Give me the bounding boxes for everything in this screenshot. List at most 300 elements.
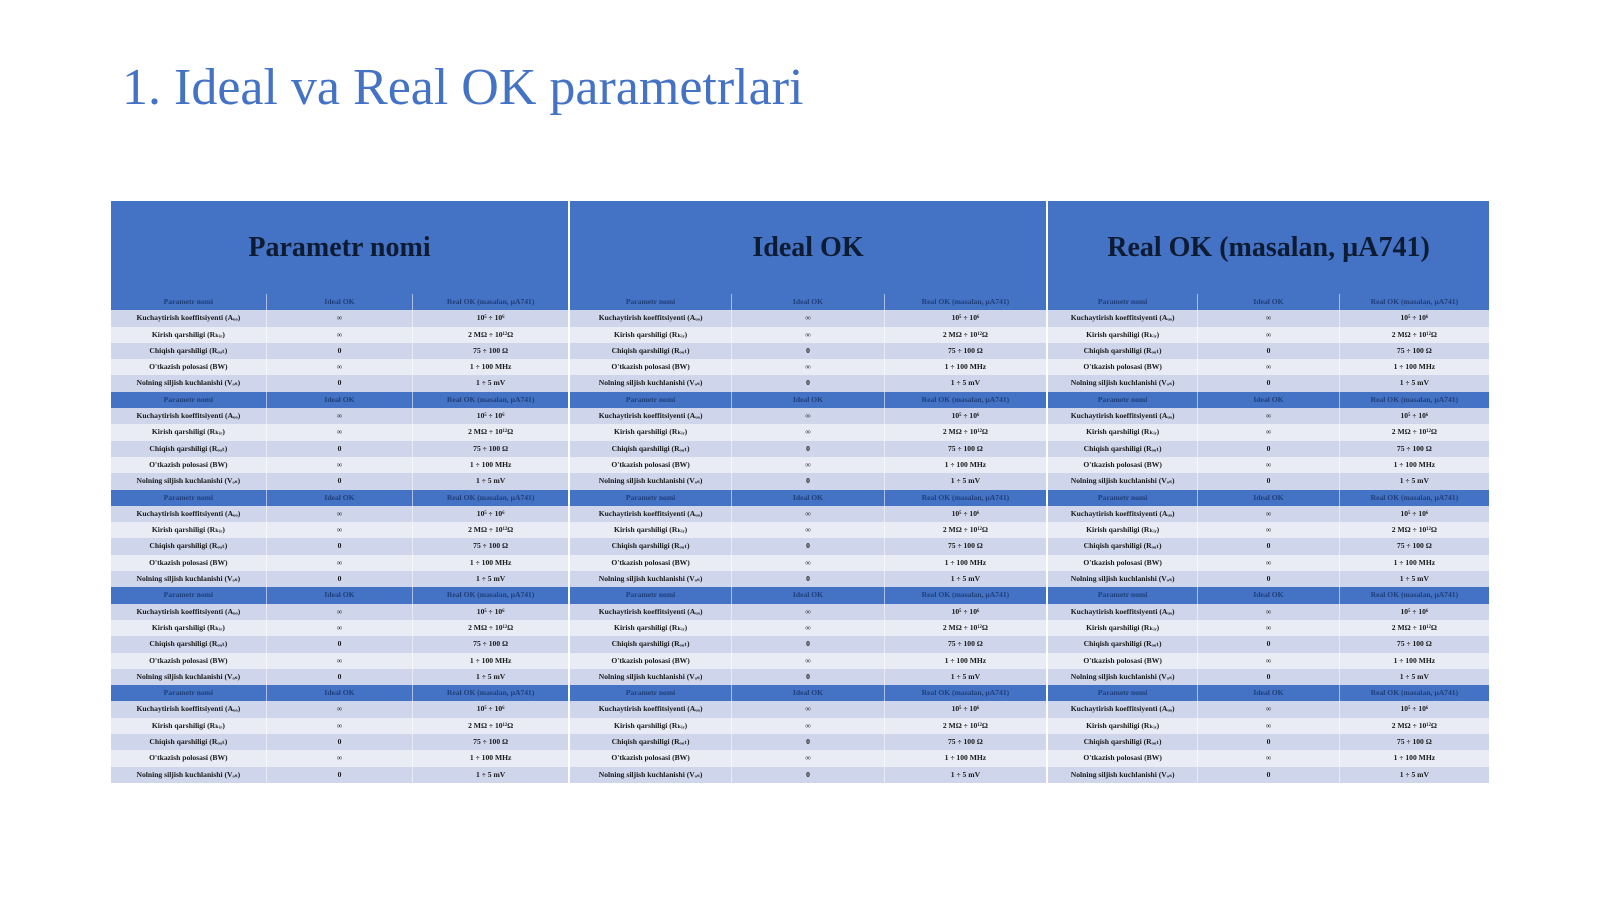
table-cell: 1 ÷ 100 MHz bbox=[1339, 359, 1489, 375]
table-cell: Chiqish qarshiligi (Rₒᵤₜ) bbox=[1083, 345, 1162, 355]
table-cell: Kuchaytirish koeffitsiyenti (Aᵤₒ) bbox=[136, 313, 241, 323]
table-cell: 0 bbox=[1197, 538, 1338, 554]
table-header bbox=[111, 201, 1489, 294]
table-cell: Kuchaytirish koeffitsiyenti (Aᵤₒ) bbox=[1070, 313, 1175, 323]
table-cell: 0 bbox=[1197, 669, 1338, 685]
table-cell: 2 MΩ ÷ 10¹²Ω bbox=[884, 620, 1046, 636]
table-cell: ∞ bbox=[731, 327, 884, 343]
table-cell: Nolning siljish kuchlanishi (Vₒₛ) bbox=[1070, 769, 1175, 779]
sub-header-cell: Parametr nomi bbox=[163, 492, 214, 502]
table-row bbox=[1048, 620, 1489, 636]
table-cell: 2 MΩ ÷ 10¹²Ω bbox=[412, 718, 568, 734]
table-cell: Kuchaytirish koeffitsiyenti (Aᵤₒ) bbox=[598, 313, 703, 323]
table-row bbox=[111, 506, 568, 522]
table-cell: Kuchaytirish koeffitsiyenti (Aᵤₒ) bbox=[598, 508, 703, 518]
table-cell: 1 ÷ 100 MHz bbox=[884, 555, 1046, 571]
sub-table-header bbox=[111, 490, 568, 506]
table-cell: 2 MΩ ÷ 10¹²Ω bbox=[412, 620, 568, 636]
table-cell: 0 bbox=[1197, 375, 1338, 391]
table-cell: 10⁵ ÷ 10⁶ bbox=[1339, 604, 1489, 620]
table-cell: O'tkazish polosasi (BW) bbox=[1083, 655, 1162, 665]
table-cell: 10⁵ ÷ 10⁶ bbox=[412, 506, 568, 522]
sub-header-cell: Ideal OK bbox=[731, 685, 884, 701]
table-row bbox=[570, 767, 1046, 783]
table-cell: 1 ÷ 5 mV bbox=[1339, 571, 1489, 587]
table-row bbox=[570, 653, 1046, 669]
sub-header-cell: Real OK (masalan, µA741) bbox=[1339, 392, 1489, 408]
table-cell: 10⁵ ÷ 10⁶ bbox=[884, 310, 1046, 326]
table-cell: Nolning siljish kuchlanishi (Vₒₛ) bbox=[136, 769, 241, 779]
table-cell: ∞ bbox=[1197, 522, 1338, 538]
table-cell: 0 bbox=[731, 571, 884, 587]
table-row bbox=[1048, 555, 1489, 571]
table-row bbox=[111, 701, 568, 717]
table-row bbox=[570, 343, 1046, 359]
table-cell: Chiqish qarshiligi (Rₒᵤₜ) bbox=[611, 737, 690, 747]
table-cell: 1 ÷ 5 mV bbox=[884, 669, 1046, 685]
table-cell: O'tkazish polosasi (BW) bbox=[149, 362, 228, 372]
table-row bbox=[570, 310, 1046, 326]
sub-header-cell: Real OK (masalan, µA741) bbox=[412, 587, 568, 603]
table-cell: ∞ bbox=[731, 522, 884, 538]
sub-table-header bbox=[570, 392, 1046, 408]
table-cell: Kuchaytirish koeffitsiyenti (Aᵤₒ) bbox=[1070, 411, 1175, 421]
table-cell: Chiqish qarshiligi (Rₒᵤₜ) bbox=[1083, 443, 1162, 453]
sub-header-cell: Parametr nomi bbox=[625, 492, 676, 502]
table-cell: 0 bbox=[1197, 571, 1338, 587]
table-row bbox=[570, 604, 1046, 620]
table-cell: ∞ bbox=[731, 408, 884, 424]
sub-header-cell: Real OK (masalan, µA741) bbox=[884, 685, 1046, 701]
table-cell: 1 ÷ 5 mV bbox=[884, 375, 1046, 391]
table-cell: 0 bbox=[1197, 767, 1338, 783]
table-row bbox=[1048, 359, 1489, 375]
sub-header-cell: Real OK (masalan, µA741) bbox=[412, 685, 568, 701]
table-cell: Nolning siljish kuchlanishi (Vₒₛ) bbox=[136, 574, 241, 584]
table-row bbox=[111, 457, 568, 473]
table-cell: 2 MΩ ÷ 10¹²Ω bbox=[1339, 424, 1489, 440]
table-row bbox=[1048, 506, 1489, 522]
table-cell: ∞ bbox=[1197, 604, 1338, 620]
table-row bbox=[570, 473, 1046, 489]
table-cell: ∞ bbox=[1197, 653, 1338, 669]
table-cell: ∞ bbox=[1197, 359, 1338, 375]
table-row bbox=[1048, 522, 1489, 538]
sub-header-cell: Parametr nomi bbox=[1097, 492, 1148, 502]
table-cell: ∞ bbox=[266, 555, 413, 571]
table-cell: O'tkazish polosasi (BW) bbox=[611, 655, 690, 665]
table-cell: Nolning siljish kuchlanishi (Vₒₛ) bbox=[136, 476, 241, 486]
table-row bbox=[570, 375, 1046, 391]
table-cell: Kuchaytirish koeffitsiyenti (Aᵤₒ) bbox=[1070, 606, 1175, 616]
table-cell: O'tkazish polosasi (BW) bbox=[1083, 362, 1162, 372]
table-cell: 75 ÷ 100 Ω bbox=[1339, 636, 1489, 652]
sub-table-header bbox=[111, 587, 568, 603]
table-row bbox=[111, 473, 568, 489]
table-cell: Kuchaytirish koeffitsiyenti (Aᵤₒ) bbox=[598, 411, 703, 421]
header-parametr-nomi: Parametr nomi bbox=[111, 201, 570, 294]
table-cell: Nolning siljish kuchlanishi (Vₒₛ) bbox=[598, 671, 703, 681]
table-cell: 10⁵ ÷ 10⁶ bbox=[884, 701, 1046, 717]
table-cell: 10⁵ ÷ 10⁶ bbox=[1339, 310, 1489, 326]
table-cell: 0 bbox=[1197, 636, 1338, 652]
table-cell: ∞ bbox=[731, 457, 884, 473]
table-cell: 2 MΩ ÷ 10¹²Ω bbox=[884, 718, 1046, 734]
table-cell: 2 MΩ ÷ 10¹²Ω bbox=[1339, 327, 1489, 343]
table-row bbox=[111, 424, 568, 440]
table-cell: 10⁵ ÷ 10⁶ bbox=[1339, 701, 1489, 717]
sub-header-cell: Ideal OK bbox=[266, 392, 413, 408]
table-cell: Kirish qarshiligi (Rₖᵢᵣ) bbox=[151, 329, 225, 339]
table-cell: 1 ÷ 5 mV bbox=[1339, 669, 1489, 685]
table-cell: 75 ÷ 100 Ω bbox=[412, 538, 568, 554]
table-row bbox=[111, 408, 568, 424]
table-row bbox=[1048, 327, 1489, 343]
table-cell: ∞ bbox=[266, 750, 413, 766]
table-cell: Kirish qarshiligi (Rₖᵢᵣ) bbox=[1086, 622, 1160, 632]
table-cell: 10⁵ ÷ 10⁶ bbox=[412, 604, 568, 620]
table-cell: Kirish qarshiligi (Rₖᵢᵣ) bbox=[614, 622, 688, 632]
table-cell: 75 ÷ 100 Ω bbox=[1339, 538, 1489, 554]
table-cell: 2 MΩ ÷ 10¹²Ω bbox=[412, 327, 568, 343]
table-cell: Kuchaytirish koeffitsiyenti (Aᵤₒ) bbox=[136, 411, 241, 421]
panel-parametr-nomi bbox=[111, 294, 570, 783]
panel-ideal-ok bbox=[570, 294, 1048, 783]
table-cell: 0 bbox=[731, 767, 884, 783]
table-row bbox=[1048, 604, 1489, 620]
table-row bbox=[570, 701, 1046, 717]
table-cell: ∞ bbox=[731, 555, 884, 571]
table-cell: ∞ bbox=[266, 408, 413, 424]
table-row bbox=[111, 734, 568, 750]
table-row bbox=[570, 424, 1046, 440]
table-cell: Kirish qarshiligi (Rₖᵢᵣ) bbox=[614, 525, 688, 535]
table-row bbox=[570, 441, 1046, 457]
table-cell: Kirish qarshiligi (Rₖᵢᵣ) bbox=[1086, 720, 1160, 730]
table-row bbox=[570, 718, 1046, 734]
table-row bbox=[570, 620, 1046, 636]
sub-header-cell: Parametr nomi bbox=[163, 688, 214, 698]
table-cell: 1 ÷ 5 mV bbox=[1339, 473, 1489, 489]
sub-table-header bbox=[1048, 490, 1489, 506]
sub-table-header bbox=[570, 685, 1046, 701]
table-cell: Chiqish qarshiligi (Rₒᵤₜ) bbox=[149, 639, 228, 649]
table-cell: ∞ bbox=[266, 327, 413, 343]
table-cell: Nolning siljish kuchlanishi (Vₒₛ) bbox=[136, 378, 241, 388]
table-cell: Nolning siljish kuchlanishi (Vₒₛ) bbox=[1070, 476, 1175, 486]
table-row bbox=[111, 310, 568, 326]
table-cell: ∞ bbox=[731, 701, 884, 717]
sub-header-cell: Ideal OK bbox=[731, 294, 884, 310]
sub-header-cell: Ideal OK bbox=[1197, 490, 1338, 506]
table-cell: ∞ bbox=[266, 457, 413, 473]
table-cell: Kuchaytirish koeffitsiyenti (Aᵤₒ) bbox=[1070, 704, 1175, 714]
table-cell: O'tkazish polosasi (BW) bbox=[149, 557, 228, 567]
table-cell: Nolning siljish kuchlanishi (Vₒₛ) bbox=[598, 476, 703, 486]
table-cell: 2 MΩ ÷ 10¹²Ω bbox=[1339, 620, 1489, 636]
table-row bbox=[1048, 343, 1489, 359]
table-cell: O'tkazish polosasi (BW) bbox=[611, 753, 690, 763]
table-cell: 1 ÷ 100 MHz bbox=[884, 457, 1046, 473]
table-cell: ∞ bbox=[266, 701, 413, 717]
table-row bbox=[1048, 375, 1489, 391]
table-row bbox=[1048, 767, 1489, 783]
table-cell: O'tkazish polosasi (BW) bbox=[611, 557, 690, 567]
table-cell: 0 bbox=[1197, 734, 1338, 750]
table-cell: Kirish qarshiligi (Rₖᵢᵣ) bbox=[614, 427, 688, 437]
slide-title: 1. Ideal va Real OK parametrlari bbox=[122, 59, 804, 116]
sub-table-header bbox=[1048, 685, 1489, 701]
table-cell: 1 ÷ 100 MHz bbox=[1339, 555, 1489, 571]
table-cell: 75 ÷ 100 Ω bbox=[884, 441, 1046, 457]
table-cell: O'tkazish polosasi (BW) bbox=[149, 753, 228, 763]
table-cell: 0 bbox=[1197, 343, 1338, 359]
table-row bbox=[111, 538, 568, 554]
sub-header-cell: Real OK (masalan, µA741) bbox=[412, 490, 568, 506]
sub-header-cell: Real OK (masalan, µA741) bbox=[412, 392, 568, 408]
table-row bbox=[570, 734, 1046, 750]
sub-table-header bbox=[570, 490, 1046, 506]
table-cell: 1 ÷ 100 MHz bbox=[412, 457, 568, 473]
table-cell: 1 ÷ 5 mV bbox=[412, 375, 568, 391]
table-cell: O'tkazish polosasi (BW) bbox=[149, 655, 228, 665]
table-row bbox=[1048, 310, 1489, 326]
table-cell: 75 ÷ 100 Ω bbox=[412, 441, 568, 457]
sub-header-cell: Parametr nomi bbox=[625, 297, 676, 306]
table-cell: 0 bbox=[1197, 441, 1338, 457]
sub-header-cell: Parametr nomi bbox=[1097, 590, 1148, 600]
table-cell: 0 bbox=[266, 375, 413, 391]
sub-header-cell: Parametr nomi bbox=[625, 688, 676, 698]
table-cell: 1 ÷ 100 MHz bbox=[1339, 750, 1489, 766]
table-row bbox=[111, 522, 568, 538]
table-cell: 0 bbox=[731, 669, 884, 685]
table-cell: ∞ bbox=[1197, 620, 1338, 636]
table-cell: 0 bbox=[731, 636, 884, 652]
table-row bbox=[111, 555, 568, 571]
table-row bbox=[1048, 636, 1489, 652]
table-cell: 10⁵ ÷ 10⁶ bbox=[412, 701, 568, 717]
table-cell: Chiqish qarshiligi (Rₒᵤₜ) bbox=[611, 443, 690, 453]
sub-table-header bbox=[1048, 294, 1489, 310]
table-cell: 10⁵ ÷ 10⁶ bbox=[884, 604, 1046, 620]
table-cell: Chiqish qarshiligi (Rₒᵤₜ) bbox=[149, 345, 228, 355]
table-row bbox=[570, 327, 1046, 343]
table-cell: ∞ bbox=[266, 653, 413, 669]
sub-header-cell: Ideal OK bbox=[266, 294, 413, 310]
table-cell: 75 ÷ 100 Ω bbox=[1339, 441, 1489, 457]
table-cell: ∞ bbox=[1197, 701, 1338, 717]
table-cell: Nolning siljish kuchlanishi (Vₒₛ) bbox=[598, 769, 703, 779]
table-cell: Kirish qarshiligi (Rₖᵢᵣ) bbox=[1086, 525, 1160, 535]
table-cell: Nolning siljish kuchlanishi (Vₒₛ) bbox=[136, 671, 241, 681]
sub-header-cell: Ideal OK bbox=[731, 490, 884, 506]
table-cell: O'tkazish polosasi (BW) bbox=[1083, 753, 1162, 763]
table-cell: 1 ÷ 100 MHz bbox=[412, 750, 568, 766]
table-cell: ∞ bbox=[731, 359, 884, 375]
sub-header-cell: Real OK (masalan, µA741) bbox=[1339, 294, 1489, 310]
panel-real-ok bbox=[1048, 294, 1489, 783]
sub-header-cell: Ideal OK bbox=[1197, 294, 1338, 310]
table-cell: ∞ bbox=[731, 506, 884, 522]
table-cell: 1 ÷ 100 MHz bbox=[1339, 457, 1489, 473]
table-cell: Chiqish qarshiligi (Rₒᵤₜ) bbox=[149, 737, 228, 747]
table-row bbox=[570, 359, 1046, 375]
table-cell: Nolning siljish kuchlanishi (Vₒₛ) bbox=[1070, 574, 1175, 584]
table-row bbox=[570, 457, 1046, 473]
table-cell: 75 ÷ 100 Ω bbox=[884, 636, 1046, 652]
table-cell: ∞ bbox=[1197, 310, 1338, 326]
table-cell: ∞ bbox=[731, 424, 884, 440]
table-row bbox=[111, 327, 568, 343]
table-cell: ∞ bbox=[266, 522, 413, 538]
table-cell: 2 MΩ ÷ 10¹²Ω bbox=[1339, 718, 1489, 734]
sub-header-cell: Ideal OK bbox=[1197, 587, 1338, 603]
table-cell: 0 bbox=[266, 343, 413, 359]
table-row bbox=[1048, 457, 1489, 473]
table-cell: 1 ÷ 5 mV bbox=[884, 767, 1046, 783]
table-row bbox=[570, 555, 1046, 571]
table-cell: Kirish qarshiligi (Rₖᵢᵣ) bbox=[151, 427, 225, 437]
sub-header-cell: Parametr nomi bbox=[163, 297, 214, 306]
table-cell: 0 bbox=[1197, 473, 1338, 489]
table-cell: 2 MΩ ÷ 10¹²Ω bbox=[1339, 522, 1489, 538]
header-real-ok: Real OK (masalan, µA741) bbox=[1048, 201, 1489, 294]
sub-header-cell: Real OK (masalan, µA741) bbox=[1339, 490, 1489, 506]
table-cell: 1 ÷ 5 mV bbox=[412, 767, 568, 783]
table-cell: 75 ÷ 100 Ω bbox=[412, 636, 568, 652]
table-cell: ∞ bbox=[266, 310, 413, 326]
table-cell: Nolning siljish kuchlanishi (Vₒₛ) bbox=[1070, 671, 1175, 681]
table-cell: ∞ bbox=[266, 359, 413, 375]
sub-header-cell: Ideal OK bbox=[266, 685, 413, 701]
sub-header-cell: Real OK (masalan, µA741) bbox=[884, 587, 1046, 603]
table-cell: Nolning siljish kuchlanishi (Vₒₛ) bbox=[1070, 378, 1175, 388]
table-row bbox=[111, 653, 568, 669]
table-cell: ∞ bbox=[1197, 506, 1338, 522]
table-row bbox=[111, 604, 568, 620]
table-row bbox=[570, 571, 1046, 587]
table-cell: 1 ÷ 100 MHz bbox=[1339, 653, 1489, 669]
sub-header-cell: Ideal OK bbox=[731, 587, 884, 603]
sub-table-header bbox=[111, 685, 568, 701]
table-row bbox=[1048, 718, 1489, 734]
table-cell: Kuchaytirish koeffitsiyenti (Aᵤₒ) bbox=[136, 508, 241, 518]
table-cell: ∞ bbox=[731, 718, 884, 734]
table-row bbox=[570, 506, 1046, 522]
table-cell: Nolning siljish kuchlanishi (Vₒₛ) bbox=[598, 378, 703, 388]
table-cell: 0 bbox=[266, 441, 413, 457]
table-row bbox=[111, 750, 568, 766]
table-cell: 10⁵ ÷ 10⁶ bbox=[884, 506, 1046, 522]
table-cell: 1 ÷ 5 mV bbox=[884, 571, 1046, 587]
table-row bbox=[111, 359, 568, 375]
table-cell: 10⁵ ÷ 10⁶ bbox=[412, 408, 568, 424]
sub-header-cell: Real OK (masalan, µA741) bbox=[412, 294, 568, 310]
table-cell: Chiqish qarshiligi (Rₒᵤₜ) bbox=[611, 345, 690, 355]
sub-header-cell: Parametr nomi bbox=[1097, 394, 1148, 404]
table-cell: 1 ÷ 5 mV bbox=[884, 473, 1046, 489]
table-row bbox=[1048, 750, 1489, 766]
table-cell: 1 ÷ 5 mV bbox=[412, 571, 568, 587]
sub-header-cell: Parametr nomi bbox=[1097, 688, 1148, 698]
table-cell: ∞ bbox=[1197, 424, 1338, 440]
sub-header-cell: Parametr nomi bbox=[625, 394, 676, 404]
sub-header-cell: Parametr nomi bbox=[163, 590, 214, 600]
table-row bbox=[111, 636, 568, 652]
table-cell: 1 ÷ 100 MHz bbox=[884, 653, 1046, 669]
table-cell: 0 bbox=[731, 375, 884, 391]
table-cell: Kirish qarshiligi (Rₖᵢᵣ) bbox=[151, 720, 225, 730]
table-cell: ∞ bbox=[1197, 408, 1338, 424]
table-cell: 75 ÷ 100 Ω bbox=[884, 734, 1046, 750]
sub-table-header bbox=[570, 587, 1046, 603]
table-cell: 0 bbox=[266, 669, 413, 685]
table-cell: ∞ bbox=[1197, 555, 1338, 571]
sub-header-cell: Ideal OK bbox=[1197, 392, 1338, 408]
table-row bbox=[111, 669, 568, 685]
table-row bbox=[111, 571, 568, 587]
table-cell: ∞ bbox=[731, 653, 884, 669]
table-cell: 75 ÷ 100 Ω bbox=[884, 343, 1046, 359]
table-cell: 10⁵ ÷ 10⁶ bbox=[412, 310, 568, 326]
table-cell: ∞ bbox=[266, 604, 413, 620]
sub-header-cell: Real OK (masalan, µA741) bbox=[1339, 685, 1489, 701]
sub-header-cell: Ideal OK bbox=[266, 490, 413, 506]
table-cell: 10⁵ ÷ 10⁶ bbox=[884, 408, 1046, 424]
table-row bbox=[1048, 408, 1489, 424]
table-cell: O'tkazish polosasi (BW) bbox=[149, 459, 228, 469]
table-cell: ∞ bbox=[731, 620, 884, 636]
table-row bbox=[111, 718, 568, 734]
sub-table-header bbox=[570, 294, 1046, 310]
table-cell: Kirish qarshiligi (Rₖᵢᵣ) bbox=[614, 329, 688, 339]
table-cell: Chiqish qarshiligi (Rₒᵤₜ) bbox=[149, 443, 228, 453]
sub-header-cell: Real OK (masalan, µA741) bbox=[884, 294, 1046, 310]
sub-table-header bbox=[1048, 587, 1489, 603]
table-cell: 0 bbox=[266, 734, 413, 750]
sub-header-cell: Parametr nomi bbox=[1097, 297, 1148, 306]
table-row bbox=[111, 441, 568, 457]
table-cell: ∞ bbox=[266, 718, 413, 734]
table-row bbox=[1048, 653, 1489, 669]
table-row bbox=[1048, 571, 1489, 587]
table-cell: 0 bbox=[266, 571, 413, 587]
table-cell: 10⁵ ÷ 10⁶ bbox=[1339, 506, 1489, 522]
table-row bbox=[570, 750, 1046, 766]
table-cell: 0 bbox=[731, 734, 884, 750]
table-cell: 2 MΩ ÷ 10¹²Ω bbox=[884, 424, 1046, 440]
table-cell: Chiqish qarshiligi (Rₒᵤₜ) bbox=[1083, 639, 1162, 649]
table-cell: 75 ÷ 100 Ω bbox=[1339, 734, 1489, 750]
table-cell: 0 bbox=[731, 538, 884, 554]
table-row bbox=[111, 343, 568, 359]
table-cell: Kirish qarshiligi (Rₖᵢᵣ) bbox=[1086, 427, 1160, 437]
table-cell: 0 bbox=[266, 538, 413, 554]
table-cell: ∞ bbox=[731, 604, 884, 620]
table-cell: 75 ÷ 100 Ω bbox=[412, 734, 568, 750]
table-cell: ∞ bbox=[731, 310, 884, 326]
table-row bbox=[1048, 669, 1489, 685]
table-cell: 75 ÷ 100 Ω bbox=[884, 538, 1046, 554]
sub-header-cell: Ideal OK bbox=[266, 587, 413, 603]
table-cell: 0 bbox=[266, 636, 413, 652]
table-cell: 1 ÷ 100 MHz bbox=[412, 359, 568, 375]
table-cell: Kuchaytirish koeffitsiyenti (Aᵤₒ) bbox=[136, 704, 241, 714]
table-cell: O'tkazish polosasi (BW) bbox=[611, 362, 690, 372]
table-row bbox=[570, 522, 1046, 538]
table-row bbox=[570, 538, 1046, 554]
